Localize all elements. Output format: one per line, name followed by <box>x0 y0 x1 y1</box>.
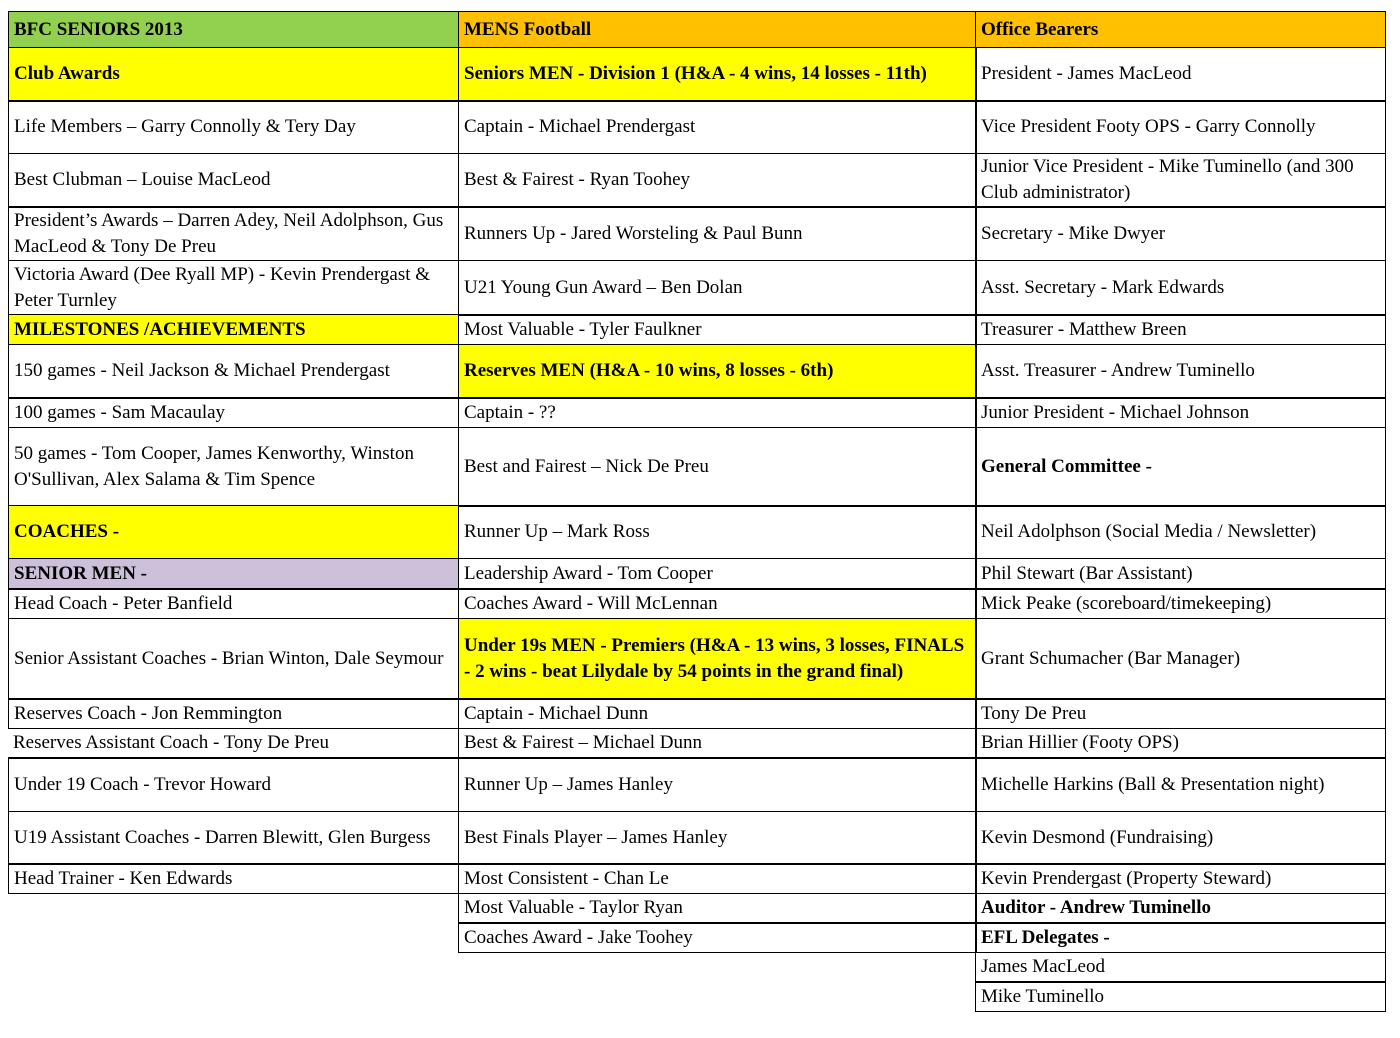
committee-member-michelle: Michelle Harkins (Ball & Presentation night) <box>975 757 1386 812</box>
u19-most-valuable-cell: Most Valuable - Taylor Ryan <box>458 893 977 924</box>
u19-runner-up-cell: Runner Up – James Hanley <box>458 757 977 812</box>
office-header: Office Bearers <box>975 11 1386 48</box>
seniors-column <box>8 11 459 894</box>
senior-men-heading: SENIOR MEN - <box>8 558 459 590</box>
committee-member-phil: Phil Stewart (Bar Assistant) <box>975 558 1386 590</box>
asst-treasurer-cell: Asst. Treasurer - Andrew Tuminello <box>975 344 1386 399</box>
committee-member-mick: Mick Peake (scoreboard/timekeeping) <box>975 588 1386 619</box>
general-committee-heading: General Committee - <box>975 427 1386 507</box>
seniors-most-valuable-cell: Most Valuable - Tyler Faulkner <box>458 314 977 345</box>
head-trainer-cell: Head Trainer - Ken Edwards <box>8 863 459 894</box>
seniors-best-fairest-cell: Best & Fairest - Ryan Toohey <box>458 153 977 208</box>
u19-best-fairest-cell: Best & Fairest – Michael Dunn <box>458 728 977 759</box>
efl-delegates-heading: EFL Delegates - <box>975 922 1386 953</box>
under19-coach-cell: Under 19 Coach - Trevor Howard <box>8 757 459 812</box>
mens-football-column <box>458 11 977 953</box>
vice-president-cell: Vice President Footy OPS - Garry Connolly <box>975 100 1386 154</box>
reserves-captain-cell: Captain - ?? <box>458 397 977 428</box>
reserves-leadership-cell: Leadership Award - Tom Cooper <box>458 558 977 590</box>
mens-header: MENS Football <box>458 11 977 48</box>
presidents-awards-cell: President’s Awards – Darren Adey, Neil Adolphson, Gus MacLeod & Tony De Preu <box>8 206 459 261</box>
coaches-heading: COACHES - <box>8 505 459 559</box>
committee-member-brian: Brian Hillier (Footy OPS) <box>975 728 1386 759</box>
reserves-assistant-coach-cell: Reserves Assistant Coach - Tony De Preu <box>8 728 459 759</box>
committee-member-tony: Tony De Preu <box>975 698 1386 729</box>
reserves-runner-up-cell: Runner Up – Mark Ross <box>458 505 977 559</box>
asst-secretary-cell: Asst. Secretary - Mark Edwards <box>975 260 1386 316</box>
office-bearers-column <box>975 11 1386 1012</box>
head-coach-cell: Head Coach - Peter Banfield <box>8 588 459 619</box>
efl-delegate-mike: Mike Tuminello <box>975 981 1386 1012</box>
milestones-heading: MILESTONES /ACHIEVEMENTS <box>8 314 459 345</box>
committee-member-neil: Neil Adolphson (Social Media / Newsletter) <box>975 505 1386 559</box>
seniors-header: BFC SENIORS 2013 <box>8 11 459 48</box>
u19-coaches-award-cell: Coaches Award - Jake Toohey <box>458 922 977 953</box>
seniors-runners-up-cell: Runners Up - Jared Worsteling & Paul Bunn <box>458 206 977 261</box>
reserves-coaches-award-cell: Coaches Award - Will McLennan <box>458 588 977 619</box>
committee-member-kevin-desmond: Kevin Desmond (Fundraising) <box>975 811 1386 865</box>
committee-member-grant: Grant Schumacher (Bar Manager) <box>975 618 1386 700</box>
victoria-award-cell: Victoria Award (Dee Ryall MP) - Kevin Prendergast & Peter Turnley <box>8 260 459 316</box>
junior-president-cell: Junior President - Michael Johnson <box>975 397 1386 428</box>
seniors-captain-cell: Captain - Michael Prendergast <box>458 100 977 154</box>
secretary-cell: Secretary - Mike Dwyer <box>975 206 1386 261</box>
life-members-cell: Life Members – Garry Connolly & Tery Day <box>8 100 459 154</box>
reserves-coach-cell: Reserves Coach - Jon Remmington <box>8 698 459 729</box>
games-100-cell: 100 games - Sam Macaulay <box>8 397 459 428</box>
auditor-cell: Auditor - Andrew Tuminello <box>975 893 1386 924</box>
games-50-cell: 50 games - Tom Cooper, James Kenworthy, Winston O'Sullivan, Alex Salama & Tim Spence <box>8 427 459 507</box>
club-awards-heading: Club Awards <box>8 47 459 102</box>
reserves-heading: Reserves MEN (H&A - 10 wins, 8 losses - 6th) <box>458 344 977 399</box>
games-150-cell: 150 games - Neil Jackson & Michael Prendergast <box>8 344 459 399</box>
u21-award-cell: U21 Young Gun Award – Ben Dolan <box>458 260 977 316</box>
reserves-best-fairest-cell: Best and Fairest – Nick De Preu <box>458 427 977 507</box>
u19-assistant-coaches-cell: U19 Assistant Coaches - Darren Blewitt, Glen Burgess <box>8 811 459 865</box>
treasurer-cell: Treasurer - Matthew Breen <box>975 314 1386 345</box>
best-clubman-cell: Best Clubman – Louise MacLeod <box>8 153 459 208</box>
committee-member-kevin-prendergast: Kevin Prendergast (Property Steward) <box>975 863 1386 894</box>
seniors-division-heading: Seniors MEN - Division 1 (H&A - 4 wins, 14 losses - 11th) <box>458 47 977 102</box>
u19-captain-cell: Captain - Michael Dunn <box>458 698 977 729</box>
junior-vice-president-cell: Junior Vice President - Mike Tuminello (and 300 Club administrator) <box>975 153 1386 208</box>
u19-most-consistent-cell: Most Consistent - Chan Le <box>458 863 977 894</box>
efl-delegate-james: James MacLeod <box>975 952 1386 983</box>
under19-heading: Under 19s MEN - Premiers (H&A - 13 wins, 3 losses, FINALS - 2 wins - beat Lilydale by 54 points in the grand final) <box>458 618 977 700</box>
u19-best-finals-cell: Best Finals Player – James Hanley <box>458 811 977 865</box>
president-cell: President - James MacLeod <box>975 47 1386 102</box>
senior-assistant-coaches-cell: Senior Assistant Coaches - Brian Winton, Dale Seymour <box>8 618 459 700</box>
